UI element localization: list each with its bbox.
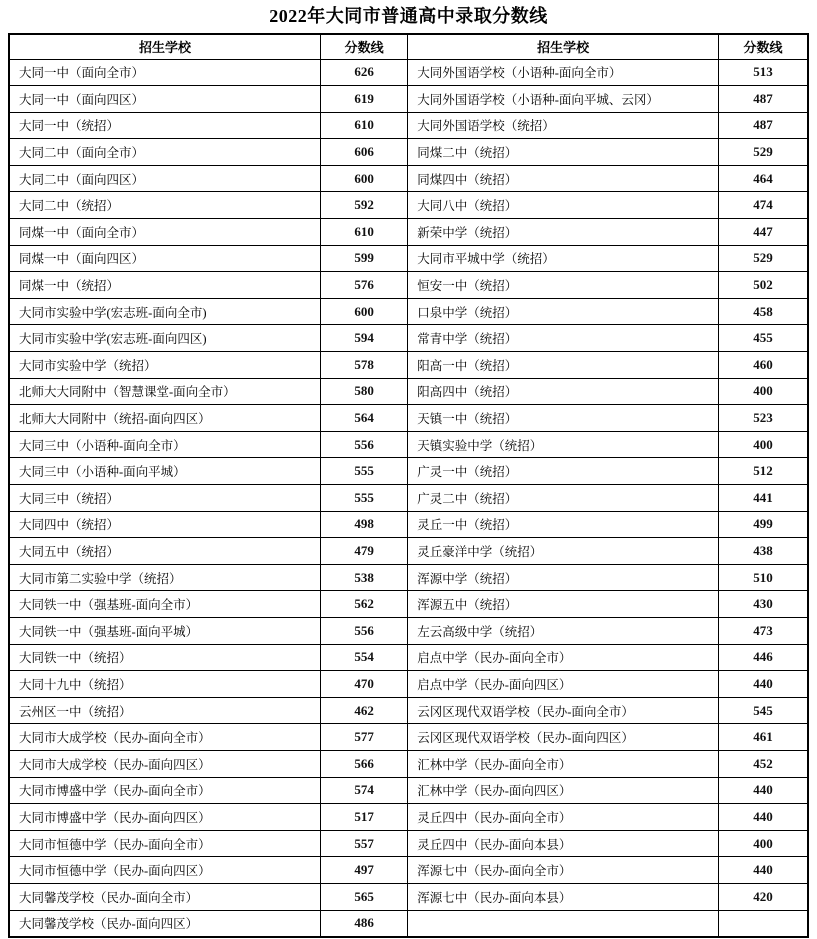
score-cell: 564	[321, 405, 408, 432]
table-row	[9, 272, 808, 299]
school-cell: 灵丘四中（民办-面向本县）	[408, 830, 719, 857]
score-cell: 565	[321, 883, 408, 910]
score-cell: 594	[321, 325, 408, 352]
school-cell: 大同外国语学校（小语种-面向全市）	[408, 59, 719, 86]
school-cell: 大同市大成学校（民办-面向四区）	[9, 750, 321, 777]
school-cell: 大同外国语学校（小语种-面向平城、云冈）	[408, 86, 719, 113]
score-cell: 452	[718, 750, 808, 777]
score-cell: 440	[718, 777, 808, 804]
school-cell: 大同八中（统招）	[408, 192, 719, 219]
score-cell: 460	[718, 352, 808, 379]
score-cell: 578	[321, 352, 408, 379]
school-cell: 口泉中学（统招）	[408, 298, 719, 325]
table-row	[9, 564, 808, 591]
score-cell: 529	[718, 245, 808, 272]
table-row	[9, 538, 808, 565]
school-cell: 广灵一中（统招）	[408, 458, 719, 485]
table-row	[9, 458, 808, 485]
score-cell: 473	[718, 617, 808, 644]
school-cell: 浑源五中（统招）	[408, 591, 719, 618]
score-cell: 455	[718, 325, 808, 352]
score-cell: 438	[718, 538, 808, 565]
school-cell: 大同馨茂学校（民办-面向全市）	[9, 883, 321, 910]
table-row	[9, 86, 808, 113]
table-row	[9, 485, 808, 512]
score-cell: 592	[321, 192, 408, 219]
school-cell: 大同外国语学校（统招）	[408, 112, 719, 139]
school-cell: 大同市平城中学（统招）	[408, 245, 719, 272]
school-cell: 阳高四中（统招）	[408, 378, 719, 405]
school-cell: 天镇实验中学（统招）	[408, 431, 719, 458]
school-cell: 启点中学（民办-面向四区）	[408, 671, 719, 698]
score-cell: 498	[321, 511, 408, 538]
school-cell: 同煤四中（统招）	[408, 165, 719, 192]
table-row	[9, 325, 808, 352]
table-row	[9, 59, 808, 86]
table-row	[9, 245, 808, 272]
school-cell: 左云高级中学（统招）	[408, 617, 719, 644]
score-cell: 430	[718, 591, 808, 618]
table-row	[9, 192, 808, 219]
table-row	[9, 644, 808, 671]
table-row	[9, 431, 808, 458]
table-header	[9, 34, 808, 59]
school-cell: 广灵二中（统招）	[408, 485, 719, 512]
score-cell: 440	[718, 857, 808, 884]
school-cell: 云冈区现代双语学校（民办-面向全市）	[408, 697, 719, 724]
score-cell: 529	[718, 139, 808, 166]
table-row	[9, 724, 808, 751]
school-cell: 浑源七中（民办-面向本县）	[408, 883, 719, 910]
school-cell: 同煤一中（统招）	[9, 272, 321, 299]
school-cell: 大同一中（统招）	[9, 112, 321, 139]
table-header-row	[9, 34, 808, 59]
school-cell: 灵丘一中（统招）	[408, 511, 719, 538]
school-cell: 阳高一中（统招）	[408, 352, 719, 379]
table-row	[9, 165, 808, 192]
table-row	[9, 830, 808, 857]
school-cell: 大同二中（面向全市）	[9, 139, 321, 166]
column-header-school-left: 招生学校	[9, 34, 321, 59]
school-cell: 大同铁一中（统招）	[9, 644, 321, 671]
score-cell	[718, 910, 808, 937]
score-cell: 556	[321, 617, 408, 644]
school-cell: 大同二中（统招）	[9, 192, 321, 219]
score-cell: 458	[718, 298, 808, 325]
score-cell: 517	[321, 804, 408, 831]
school-cell: 恒安一中（统招）	[408, 272, 719, 299]
table-row	[9, 378, 808, 405]
score-cell: 479	[321, 538, 408, 565]
school-cell: 大同五中（统招）	[9, 538, 321, 565]
table-row	[9, 139, 808, 166]
score-cell: 606	[321, 139, 408, 166]
score-cell: 577	[321, 724, 408, 751]
score-cell: 446	[718, 644, 808, 671]
score-cell: 486	[321, 910, 408, 937]
score-cell: 599	[321, 245, 408, 272]
school-cell: 汇林中学（民办-面向四区）	[408, 777, 719, 804]
score-cell: 557	[321, 830, 408, 857]
score-cell: 626	[321, 59, 408, 86]
admission-score-table	[8, 33, 809, 938]
score-cell: 474	[718, 192, 808, 219]
score-cell: 600	[321, 165, 408, 192]
school-cell: 大同馨茂学校（民办-面向四区）	[9, 910, 321, 937]
score-cell: 523	[718, 405, 808, 432]
school-cell: 大同市实验中学(宏志班-面向四区)	[9, 325, 321, 352]
score-cell: 574	[321, 777, 408, 804]
table-row	[9, 777, 808, 804]
score-cell: 555	[321, 485, 408, 512]
score-cell: 441	[718, 485, 808, 512]
score-cell: 400	[718, 431, 808, 458]
school-cell: 大同市博盛中学（民办-面向全市）	[9, 777, 321, 804]
score-cell: 610	[321, 219, 408, 246]
table-row	[9, 671, 808, 698]
school-cell: 浑源七中（民办-面向全市）	[408, 857, 719, 884]
school-cell: 大同一中（面向四区）	[9, 86, 321, 113]
score-cell: 555	[321, 458, 408, 485]
table-row	[9, 883, 808, 910]
school-cell: 大同铁一中（强基班-面向全市）	[9, 591, 321, 618]
school-cell: 大同三中（统招）	[9, 485, 321, 512]
score-cell: 566	[321, 750, 408, 777]
column-header-score-right: 分数线	[718, 34, 808, 59]
school-cell: 启点中学（民办-面向全市）	[408, 644, 719, 671]
school-cell: 灵丘豪洋中学（统招）	[408, 538, 719, 565]
school-cell: 大同三中（小语种-面向平城）	[9, 458, 321, 485]
school-cell: 灵丘四中（民办-面向全市）	[408, 804, 719, 831]
school-cell: 北师大大同附中（统招-面向四区）	[9, 405, 321, 432]
table-row	[9, 910, 808, 937]
score-cell: 464	[718, 165, 808, 192]
school-cell: 大同市恒德中学（民办-面向全市）	[9, 830, 321, 857]
score-cell: 487	[718, 86, 808, 113]
table-row	[9, 352, 808, 379]
score-cell: 440	[718, 671, 808, 698]
score-cell: 470	[321, 671, 408, 698]
school-cell: 大同一中（面向全市）	[9, 59, 321, 86]
school-cell: 大同铁一中（强基班-面向平城）	[9, 617, 321, 644]
table-row	[9, 112, 808, 139]
score-cell: 462	[321, 697, 408, 724]
score-cell: 600	[321, 298, 408, 325]
school-cell: 大同市实验中学（统招）	[9, 352, 321, 379]
score-cell: 513	[718, 59, 808, 86]
school-cell: 同煤一中（面向全市）	[9, 219, 321, 246]
score-cell: 461	[718, 724, 808, 751]
school-cell: 大同二中（面向四区）	[9, 165, 321, 192]
school-cell: 云州区一中（统招）	[9, 697, 321, 724]
school-cell: 大同十九中（统招）	[9, 671, 321, 698]
table-row	[9, 804, 808, 831]
score-cell: 576	[321, 272, 408, 299]
score-cell: 502	[718, 272, 808, 299]
table-row	[9, 591, 808, 618]
school-cell: 大同市恒德中学（民办-面向四区）	[9, 857, 321, 884]
score-cell: 440	[718, 804, 808, 831]
score-cell: 497	[321, 857, 408, 884]
score-cell: 512	[718, 458, 808, 485]
score-cell: 487	[718, 112, 808, 139]
table-row	[9, 511, 808, 538]
score-cell: 545	[718, 697, 808, 724]
school-cell: 大同市大成学校（民办-面向全市）	[9, 724, 321, 751]
score-cell: 562	[321, 591, 408, 618]
table-row	[9, 857, 808, 884]
table-row	[9, 298, 808, 325]
table-row	[9, 219, 808, 246]
school-cell: 同煤二中（统招）	[408, 139, 719, 166]
score-cell: 554	[321, 644, 408, 671]
school-cell: 大同市博盛中学（民办-面向四区）	[9, 804, 321, 831]
score-cell: 556	[321, 431, 408, 458]
score-cell: 619	[321, 86, 408, 113]
score-cell: 400	[718, 378, 808, 405]
page-title: 2022年大同市普通高中录取分数线	[269, 6, 548, 26]
school-cell: 同煤一中（面向四区）	[9, 245, 321, 272]
school-cell: 天镇一中（统招）	[408, 405, 719, 432]
score-cell: 400	[718, 830, 808, 857]
score-cell: 580	[321, 378, 408, 405]
table-row	[9, 617, 808, 644]
score-cell: 420	[718, 883, 808, 910]
school-cell: 大同四中（统招）	[9, 511, 321, 538]
column-header-score-left: 分数线	[321, 34, 408, 59]
school-cell	[408, 910, 719, 937]
school-cell: 大同市第二实验中学（统招）	[9, 564, 321, 591]
school-cell: 云冈区现代双语学校（民办-面向四区）	[408, 724, 719, 751]
table-row	[9, 697, 808, 724]
score-cell: 610	[321, 112, 408, 139]
school-cell: 北师大大同附中（智慧课堂-面向全市）	[9, 378, 321, 405]
school-cell: 新荣中学（统招）	[408, 219, 719, 246]
school-cell: 常青中学（统招）	[408, 325, 719, 352]
table-row	[9, 405, 808, 432]
score-cell: 510	[718, 564, 808, 591]
school-cell: 大同三中（小语种-面向全市）	[9, 431, 321, 458]
school-cell: 汇林中学（民办-面向全市）	[408, 750, 719, 777]
school-cell: 大同市实验中学(宏志班-面向全市)	[9, 298, 321, 325]
table-body	[9, 59, 808, 937]
score-cell: 499	[718, 511, 808, 538]
table-row	[9, 750, 808, 777]
school-cell: 浑源中学（统招）	[408, 564, 719, 591]
column-header-school-right: 招生学校	[408, 34, 719, 59]
score-cell: 538	[321, 564, 408, 591]
score-cell: 447	[718, 219, 808, 246]
